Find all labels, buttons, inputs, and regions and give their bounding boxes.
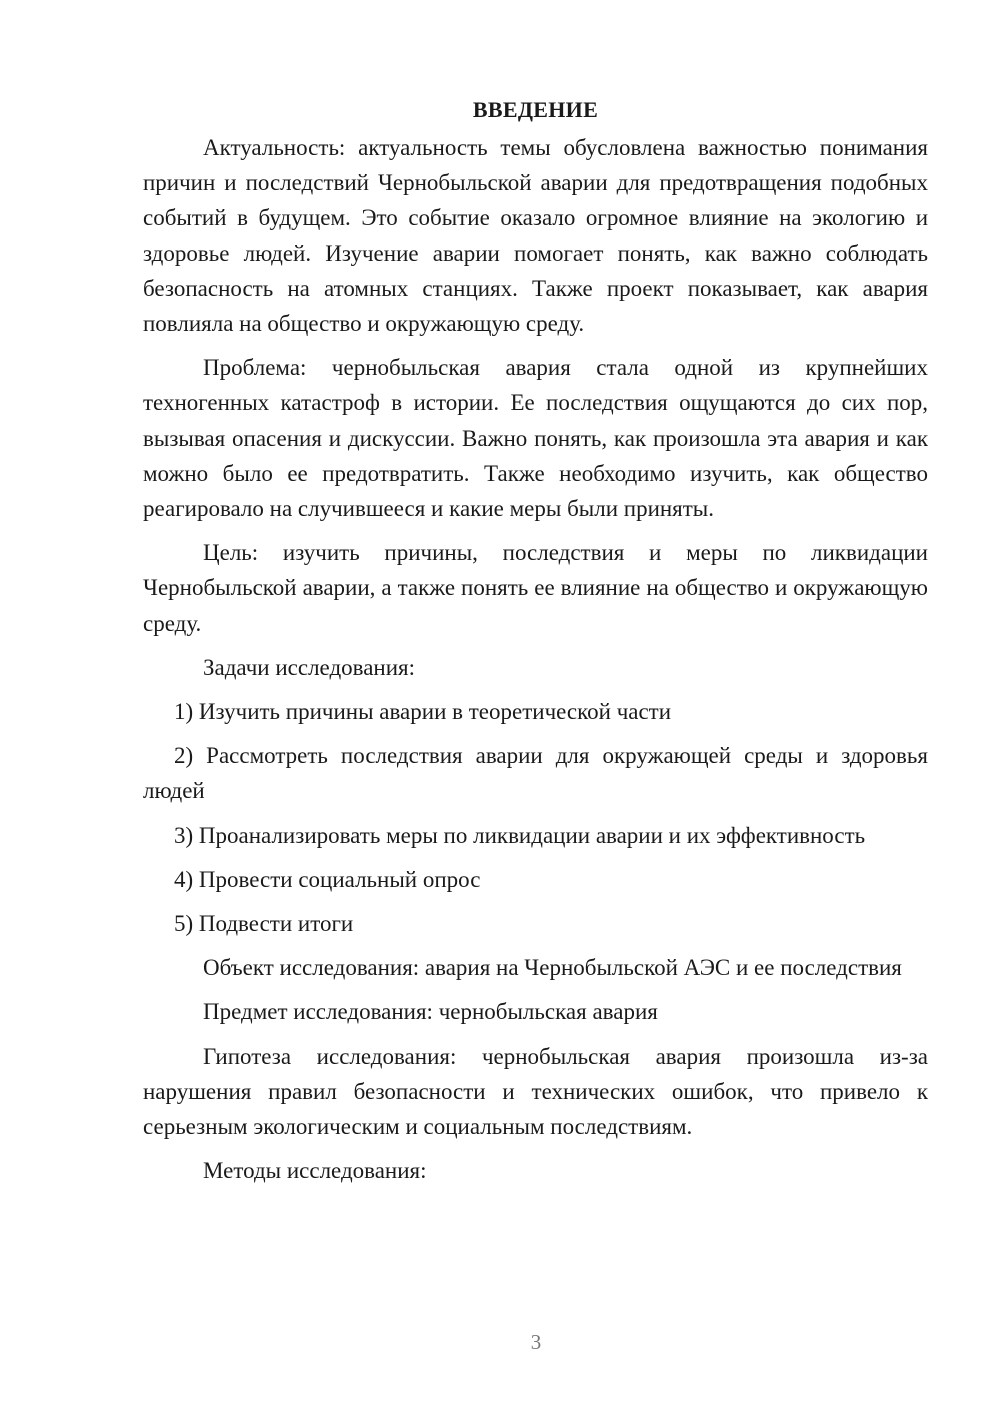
tasks-heading: Задачи исследования: [203,654,416,680]
list-item: 3) Проанализировать меры по ликвидации аварии и их эффективность [174,822,866,848]
paragraph-object: Объект исследования: авария на Чернобыльской АЭС и ее последствия [203,955,902,981]
methods-heading: Методы исследования: [203,1158,427,1184]
paragraph-problem: Проблема: чернобыльская авария стала одной из крупнейших техногенных катастроф в истории. Ее последствия ощущаются до сих пор, вызывая опасения и дискуссии. Важно понять, как произошла эта авария и как можно было ее предотвратить. Также необходимо изучить, как общество реагировало на случившееся и какие меры были приняты. [143,355,928,522]
paragraph-subject: Предмет исследования: чернобыльская авария [203,999,658,1025]
paragraph-goal: Цель: изучить причины, последствия и меры по ликвидации Чернобыльской аварии, а также понять ее влияние на общество и окружающую среду. [143,540,928,636]
tasks-list [143,694,928,941]
list-item: 5) Подвести итоги [174,911,354,937]
list-item: 1) Изучить причины аварии в теоретической части [174,699,672,725]
paragraph-relevance: Актуальность: актуальность темы обусловлена важностью понимания причин и последствий Чернобыльской аварии для предотвращения подобных событий в будущем. Это событие оказало огромное влияние на экологию и здоровье людей. Изучение аварии помогает понять, как важно соблюдать безопасность на атомных станциях. Также проект показывает, как авария повлияла на общество и окружающую среду. [143,135,928,337]
section-title: ВВЕДЕНИЕ [472,97,599,122]
list-item: 2) Рассмотреть последствия аварии для окружающей среды и здоровья людей [143,743,928,804]
list-item: 4) Провести социальный опрос [174,866,481,892]
page-number: 3 [530,1330,542,1354]
paragraph-hypothesis: Гипотеза исследования: чернобыльская авария произошла из-за нарушения правил безопасности и технических ошибок, что привело к серьезным экологическим и социальным последствиям. [143,1043,928,1140]
document-page [143,92,928,1197]
